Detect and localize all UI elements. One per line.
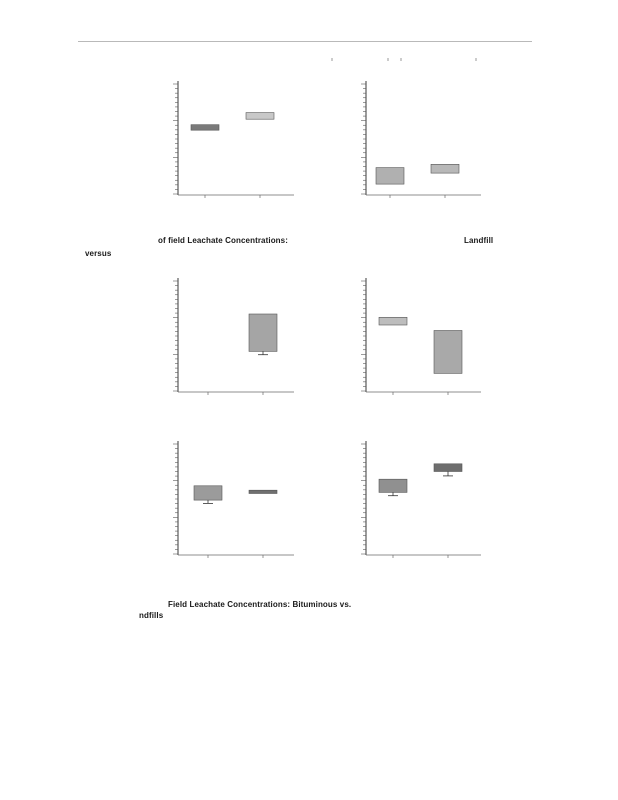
box-plot-box [376, 168, 404, 185]
figure-caption-1-line2: versus [85, 249, 112, 258]
figure-caption-2-line1: Field Leachate Concentrations: Bituminous vs. [168, 600, 352, 609]
box-plot-box [379, 317, 407, 325]
figure-caption-1-line1-right: Landfill [464, 236, 494, 245]
figure-caption-1-line1-left: of field Leachate Concentrations: [158, 236, 288, 245]
box-plot-box [431, 164, 459, 173]
box-plot-box [434, 331, 462, 374]
box-plot-box [191, 125, 219, 131]
box-plot-box [434, 464, 462, 472]
box-plot-box [194, 486, 222, 500]
box-plot-box [249, 490, 277, 493]
box-plot-box [249, 314, 277, 351]
box-plot-box [379, 479, 407, 492]
figure-caption-2-line2: ndfills [139, 611, 164, 620]
box-plot-box [246, 113, 274, 120]
